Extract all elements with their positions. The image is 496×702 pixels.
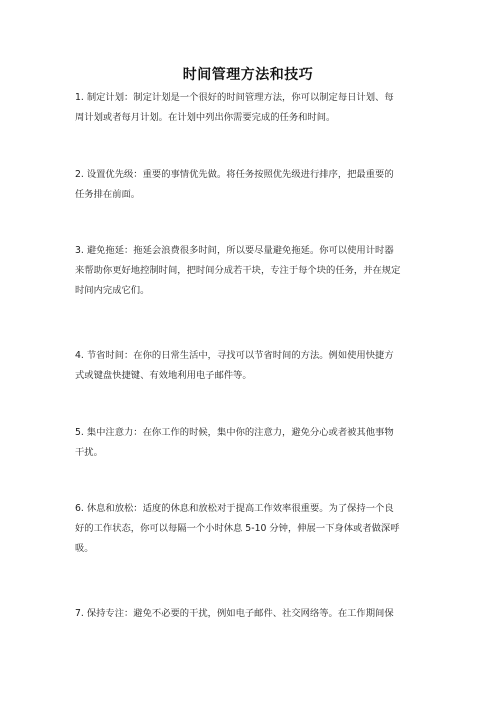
paragraph-priority — [75, 165, 425, 205]
paragraph-save-time — [75, 346, 425, 386]
paragraph-line: 2. 设置优先级：重要的事情优先做。将任务按照优先级进行排序，把最重要的 — [75, 169, 394, 180]
paragraph-line: 5. 集中注意力：在你工作的时候，集中你的注意力，避免分心或者被其他事物 — [75, 427, 394, 438]
paragraph-line: 7. 保持专注：避免不必要的干扰，例如电子邮件、社交网络等。在工作期间保 — [75, 608, 394, 619]
paragraph-line: 式或键盘快捷键、有效地利用电子邮件等。 — [75, 370, 252, 381]
paragraph-line: 4. 节省时间：在你的日常生活中，寻找可以节省时间的方法。例如使用快捷方 — [75, 350, 394, 361]
paragraph-line: 3. 避免拖延：拖延会浪费很多时间，所以要尽量避免拖延。你可以使用计时器 — [75, 245, 394, 256]
document-title: 时间管理方法和技巧 — [182, 67, 314, 83]
paragraph-line: 吸。 — [75, 543, 94, 554]
paragraph-line: 任务排在前面。 — [75, 189, 141, 200]
paragraph-plan — [75, 88, 425, 128]
paragraph-line: 6. 休息和放松：适度的休息和放松对于提高工作效率很重要。为了保持一个良 — [75, 503, 394, 514]
paragraph-concentration — [75, 604, 425, 624]
paragraph-line: 1. 制定计划：制定计划是一个很好的时间管理方法，你可以制定每日计划、每 — [75, 92, 394, 103]
paragraph-procrastination — [75, 241, 425, 301]
paragraph-line: 周计划或者每月计划。在计划中列出你需要完成的任务和时间。 — [75, 112, 336, 123]
paragraph-line: 来帮助你更好地控制时间，把时间分成若干块，专注于每个块的任务，并在规定 — [75, 265, 401, 276]
paragraph-line: 干扰。 — [75, 447, 103, 458]
paragraph-line: 时间内完成它们。 — [75, 285, 150, 296]
paragraph-rest — [75, 499, 425, 559]
paragraph-focus — [75, 423, 425, 463]
paragraph-line: 好的工作状态，你可以每隔一个小时休息 5-10 分钟，伸展一下身体或者做深呼 — [75, 523, 400, 534]
